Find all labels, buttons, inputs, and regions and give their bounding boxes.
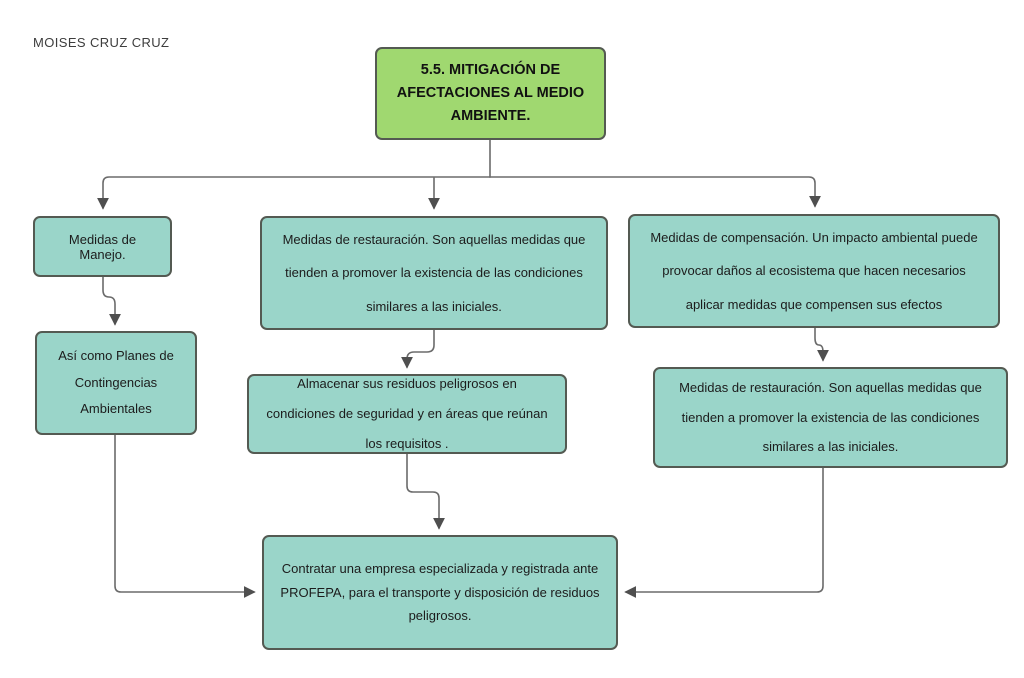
node-medidas-compensacion: Medidas de compensación. Un impacto ambiental puede provocar daños al ecosistema que hacen necesarios aplicar medidas que compensen sus efectos — [628, 214, 1000, 328]
edge-title-compensacion — [490, 177, 815, 206]
edge-contingencias-contratar — [115, 435, 254, 592]
edge-manejo-contingencias — [103, 277, 115, 324]
author-label: MOISES CRUZ CRUZ — [33, 35, 170, 50]
node-title-mitigacion: 5.5. MITIGACIÓN DE AFECTACIONES AL MEDIO AMBIENTE. — [375, 47, 606, 140]
edge-title-manejo — [103, 177, 490, 208]
edge-compensacion-restauracion2 — [815, 328, 823, 360]
edge-restauracion-almacenar — [407, 330, 434, 367]
edge-almacenar-contratar — [407, 454, 439, 528]
node-medidas-restauracion: Medidas de restauración. Son aquellas medidas que tienden a promover la existencia de las condiciones similares a las iniciales. — [260, 216, 608, 330]
node-contratar-empresa: Contratar una empresa especializada y registrada ante PROFEPA, para el transporte y disposición de residuos peligrosos. — [262, 535, 618, 650]
edge-restauracion2-contratar — [626, 468, 823, 592]
node-medidas-restauracion-derecha: Medidas de restauración. Son aquellas medidas que tienden a promover la existencia de las condiciones similares a las iniciales. — [653, 367, 1008, 468]
node-planes-contingencias: Así como Planes de Contingencias Ambientales — [35, 331, 197, 435]
node-almacenar-residuos: Almacenar sus residuos peligrosos en condiciones de seguridad y en áreas que reúnan los requisitos . — [247, 374, 567, 454]
node-medidas-de-manejo: Medidas de Manejo. — [33, 216, 172, 277]
